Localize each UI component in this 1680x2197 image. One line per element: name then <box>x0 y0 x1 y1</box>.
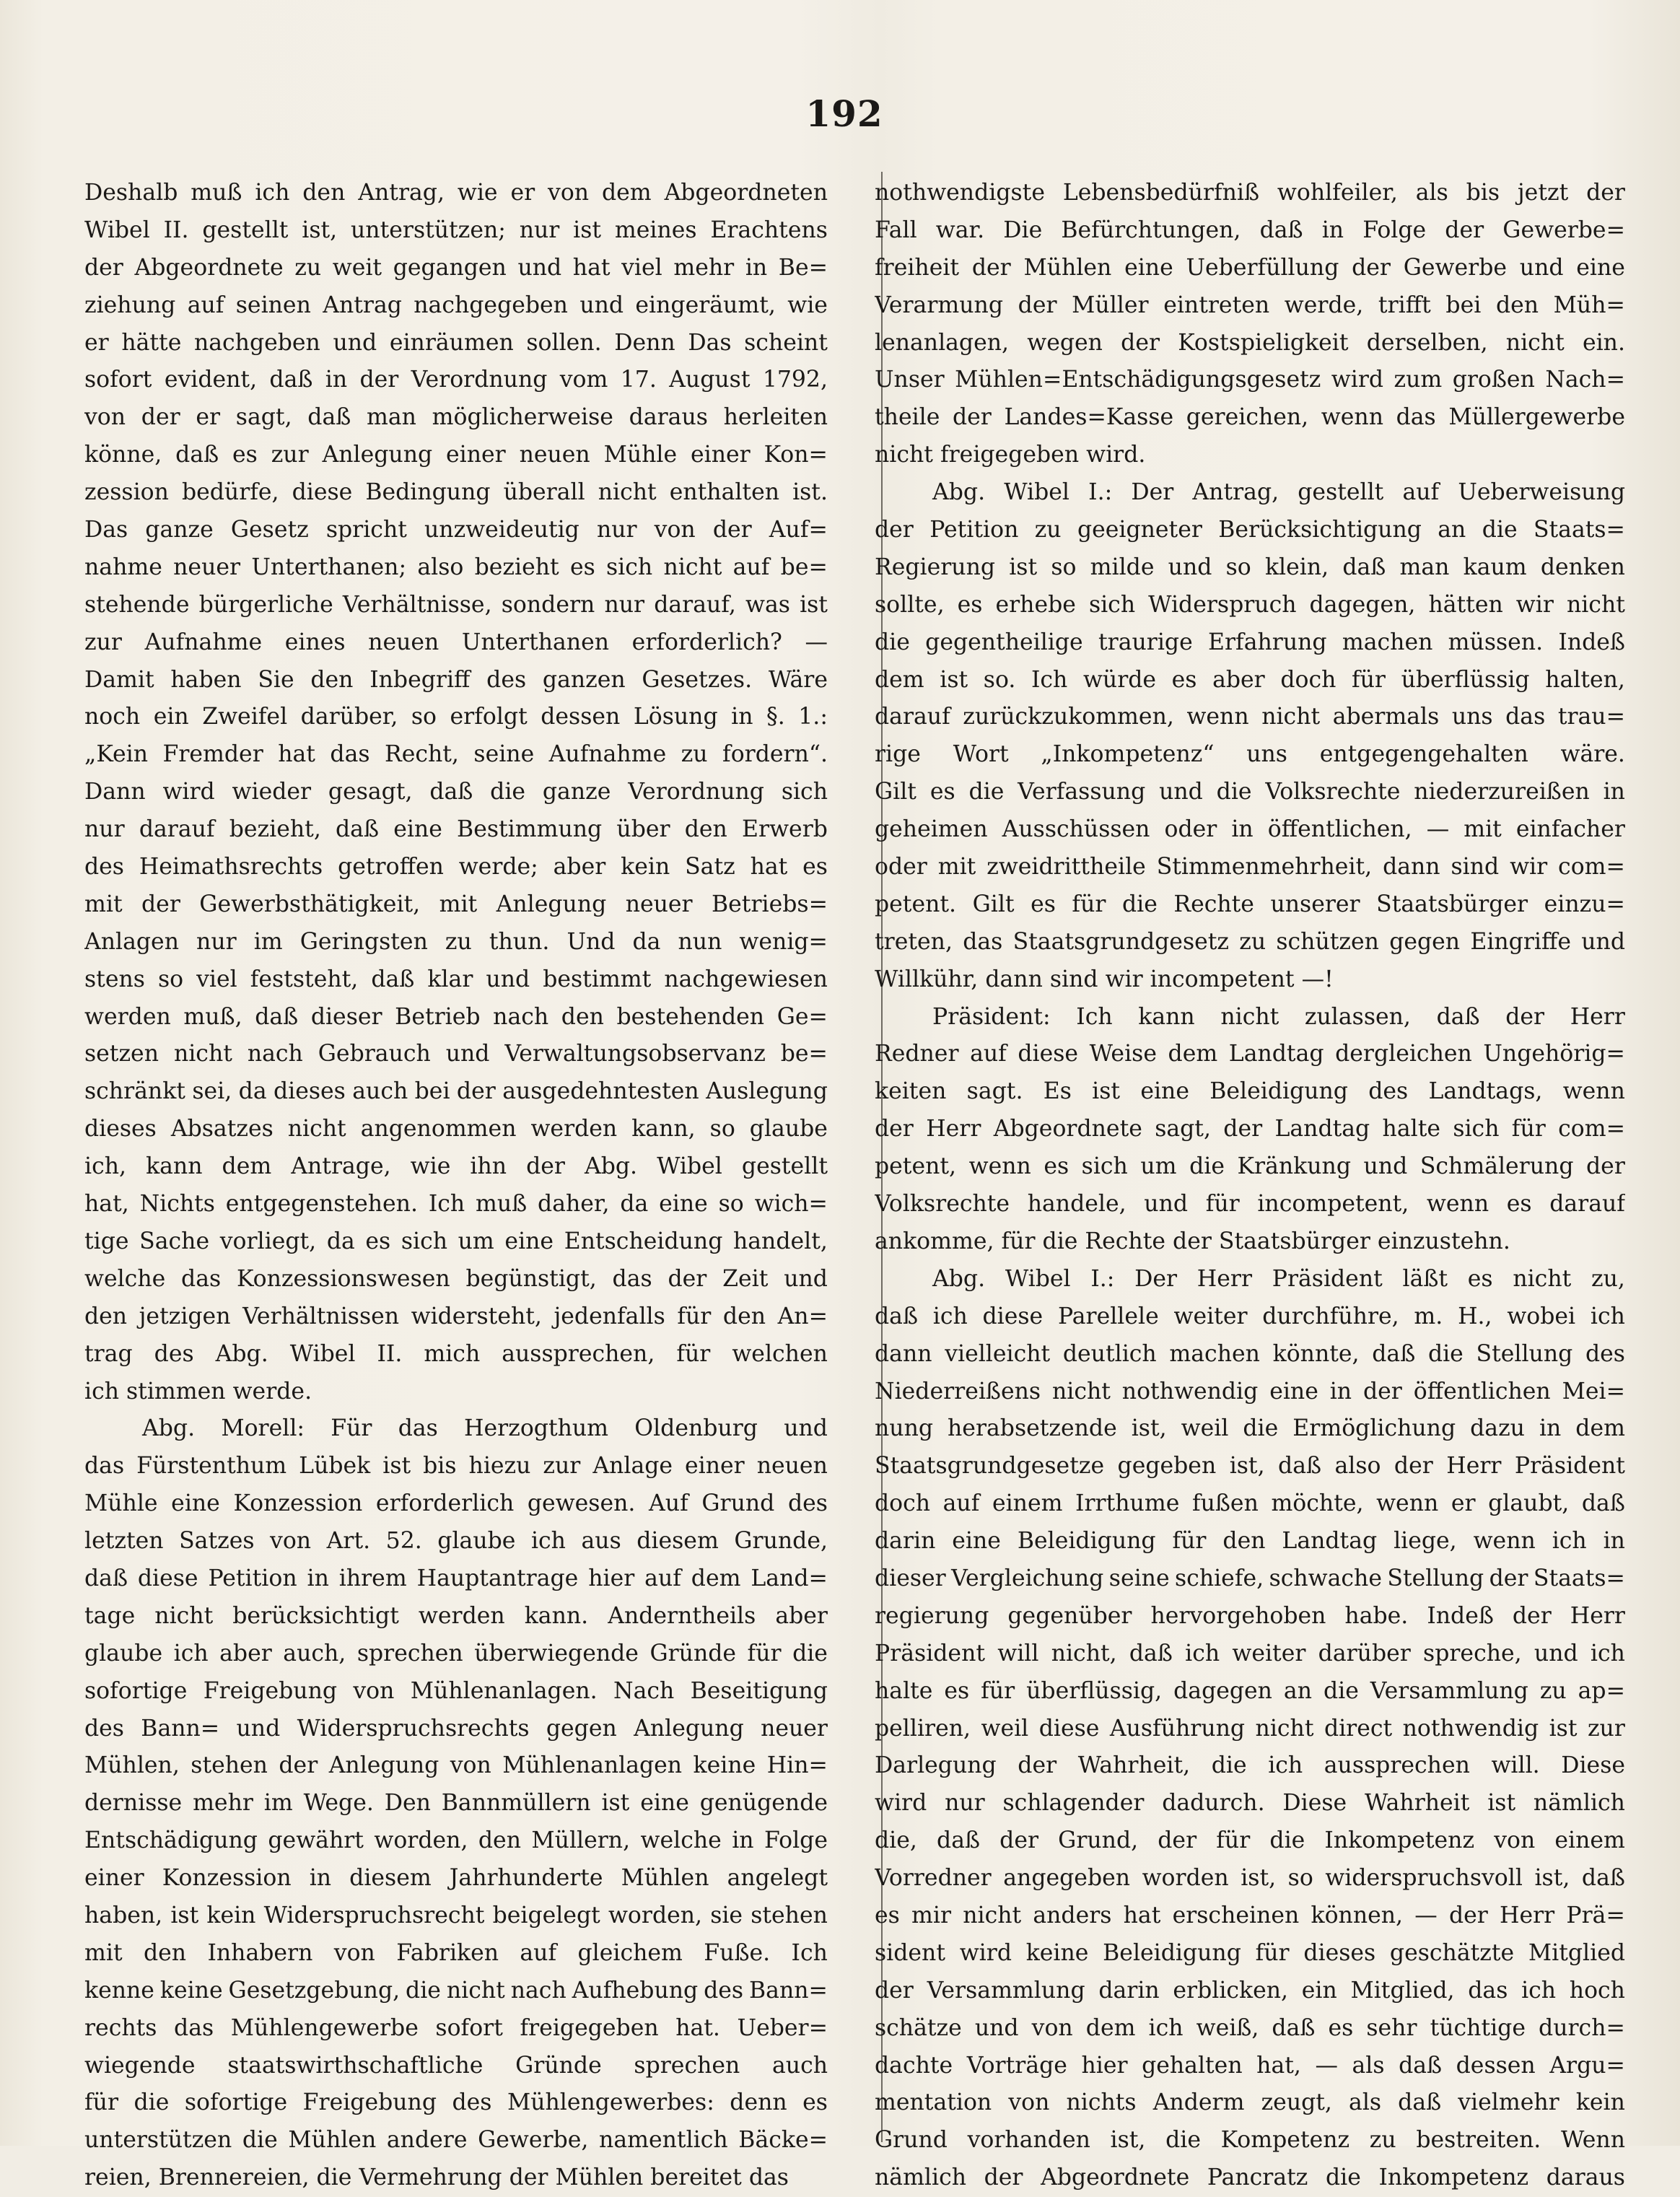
text-line: darin eine Beleidigung für den Landtag liege, wenn ich in <box>875 1528 1625 1555</box>
text-line: Darlegung der Wahrheit, die ich aussprechen will. Diese <box>875 1752 1625 1779</box>
text-line: haben, ist kein Widerspruchsrecht beigelegt worden, sie stehen <box>84 1902 828 1929</box>
text-line: halte es für überflüssig, dagegen an die Versammlung zu ap= <box>875 1677 1625 1704</box>
page-number: 192 <box>805 92 883 135</box>
text-line: welche das Konzessionswesen begünstigt, das der Zeit und <box>84 1265 828 1292</box>
text-line: nur darauf bezieht, daß eine Bestimmung über den Erwerb <box>84 816 828 843</box>
text-line: nothwendigste Lebensbedürfniß wohlfeiler, als bis jetzt der <box>875 180 1625 206</box>
text-line: pelliren, weil diese Ausführung nicht direct nothwendig ist zur <box>875 1715 1625 1742</box>
text-line: dann vielleicht deutlich machen könnte, daß die Stellung des <box>875 1340 1625 1367</box>
text-line: trag des Abg. Wibel II. mich aussprechen, für welchen <box>84 1340 828 1367</box>
text-line: es mir nicht anders hat erscheinen können, — der Herr Prä= <box>875 1902 1625 1929</box>
text-line: letzten Satzes von Art. 52. glaube ich aus diesem Grunde, <box>84 1528 828 1555</box>
text-line: zur Aufnahme eines neuen Unterthanen erforderlich? — <box>84 629 828 655</box>
text-line: Vorredner angegeben worden ist, so widerspruchsvoll ist, daß <box>875 1865 1625 1892</box>
text-line: wiegende staatswirthschaftliche Gründe sprechen auch <box>84 2052 828 2079</box>
text-line: sofort evident, daß in der Verordnung vom 17. August 1792, <box>84 367 828 393</box>
text-line: nung herabsetzende ist, weil die Ermöglichung dazu in dem <box>875 1415 1625 1442</box>
text-line: mentation von nichts Anderm zeugt, als daß vielmehr kein <box>875 2089 1625 2116</box>
text-line: ziehung auf seinen Antrag nachgegeben und eingeräumt, wie <box>84 292 828 318</box>
text-line: Entschädigung gewährt worden, den Müllern, welche in Folge <box>84 1827 828 1854</box>
text-line: noch ein Zweifel darüber, so erfolgt dessen Lösung in §. 1.: <box>84 704 828 730</box>
text-line: den jetzigen Verhältnissen widersteht, jedenfalls für den An= <box>84 1303 828 1329</box>
text-line: der Herr Abgeordnete sagt, der Landtag halte sich für com= <box>875 1116 1625 1143</box>
text-line: nicht freigegeben wird. <box>875 442 1146 468</box>
text-line: Abg. Wibel I.: Der Antrag, gestellt auf Ueberweisung <box>932 479 1625 506</box>
text-line: wird nur schlagender dadurch. Diese Wahrheit ist nämlich <box>875 1790 1625 1817</box>
text-line: stens so viel feststeht, daß klar und bestimmt nachgewiesen <box>84 966 828 992</box>
text-line: stehende bürgerliche Verhältnisse, sondern nur darauf, was ist <box>84 591 828 618</box>
text-line: könne, daß es zur Anlegung einer neuen Mühle einer Kon= <box>84 442 828 468</box>
text-line: ich, kann dem Antrage, wie ihn der Abg. Wibel gestellt <box>84 1153 828 1180</box>
text-line: Deshalb muß ich den Antrag, wie er von dem Abgeordneten <box>84 180 828 206</box>
text-line: petent, wenn es sich um die Kränkung und Schmälerung der <box>875 1153 1625 1180</box>
text-line: Präsident: Ich kann nicht zulassen, daß der Herr <box>932 1003 1625 1030</box>
text-line: die gegentheilige traurige Erfahrung machen müssen. Indeß <box>875 629 1625 655</box>
text-line: mit der Gewerbsthätigkeit, mit Anlegung neuer Betriebs= <box>84 891 828 917</box>
text-line: Damit haben Sie den Inbegriff des ganzen Gesetzes. Wäre <box>84 666 828 693</box>
text-line: Mühlen, stehen der Anlegung von Mühlenanlagen keine Hin= <box>84 1752 828 1779</box>
text-line: dem ist so. Ich würde es aber doch für überflüssig halten, <box>875 666 1625 693</box>
text-line: Niederreißens nicht nothwendig eine in der öffentlichen Mei= <box>875 1378 1625 1405</box>
text-line: für die sofortige Freigebung des Mühlengewerbes: denn es <box>84 2089 828 2116</box>
text-line: er hätte nachgeben und einräumen sollen. Denn Das scheint <box>84 329 828 356</box>
text-line: keiten sagt. Es ist eine Beleidigung des Landtags, wenn <box>875 1078 1625 1105</box>
text-line: der Versammlung darin erblicken, ein Mitglied, das ich hoch <box>875 1977 1625 2004</box>
text-line: Redner auf diese Weise dem Landtag dergleichen Ungehörig= <box>875 1041 1625 1067</box>
text-line: der Abgeordnete zu weit gegangen und hat viel mehr in Be= <box>84 254 828 281</box>
text-line: freiheit der Mühlen eine Ueberfüllung der Gewerbe und eine <box>875 254 1625 281</box>
text-line: Unser Mühlen=Entschädigungsgesetz wird zum großen Nach= <box>875 367 1625 393</box>
text-line: Grund vorhanden ist, die Kompetenz zu bestreiten. Wenn <box>875 2127 1625 2154</box>
right-column <box>875 175 1625 2197</box>
text-line: theile der Landes=Kasse gereichen, wenn das Müllergewerbe <box>875 404 1625 431</box>
text-line: Gilt es die Verfassung und die Volksrechte niederzureißen in <box>875 779 1625 805</box>
text-line: lenanlagen, wegen der Kostspieligkeit derselben, nicht ein. <box>875 329 1625 356</box>
text-line: sofortige Freigebung von Mühlenanlagen. Nach Beseitigung <box>84 1677 828 1704</box>
text-line: werden muß, daß dieser Betrieb nach den bestehenden Ge= <box>84 1003 828 1030</box>
text-line: nahme neuer Unterthanen; also bezieht es sich nicht auf be= <box>84 554 828 580</box>
text-line: Abg. Morell: Für das Herzogthum Oldenburg und <box>142 1415 828 1442</box>
text-line: Verarmung der Müller eintreten werde, trifft bei den Müh= <box>875 292 1625 318</box>
text-line: setzen nicht nach Gebrauch und Verwaltungsobservanz be= <box>84 1041 828 1067</box>
text-line: zession bedürfe, diese Bedingung überall nicht enthalten ist. <box>84 479 828 506</box>
text-line: schränkt sei, da dieses auch bei der ausgedehntesten Auslegung <box>84 1078 828 1105</box>
text-line: hat, Nichts entgegenstehen. Ich muß daher, da eine so wich= <box>84 1191 828 1218</box>
text-line: geheimen Ausschüssen oder in öffentlichen, — mit einfacher <box>875 816 1625 843</box>
text-line: Wibel II. gestellt ist, unterstützen; nur ist meines Erachtens <box>84 217 828 243</box>
left-column <box>84 175 828 2197</box>
text-line: oder mit zweidrittheile Stimmenmehrheit, dann sind wir com= <box>875 854 1625 881</box>
text-line: Mühle eine Konzession erforderlich gewesen. Auf Grund des <box>84 1490 828 1517</box>
text-line: dernisse mehr im Wege. Den Bannmüllern ist eine genügende <box>84 1790 828 1817</box>
text-line: Anlagen nur im Geringsten zu thun. Und da nun wenig= <box>84 928 828 955</box>
text-line: des Bann= und Widerspruchsrechts gegen Anlegung neuer <box>84 1715 828 1742</box>
text-line: tage nicht berücksichtigt werden kann. Anderntheils aber <box>84 1602 828 1629</box>
text-line: doch auf einem Irrthume fußen möchte, wenn er glaubt, daß <box>875 1490 1625 1517</box>
text-line: Abg. Wibel I.: Der Herr Präsident läßt es nicht zu, <box>932 1265 1625 1292</box>
text-line: dachte Vorträge hier gehalten hat, — als daß dessen Argu= <box>875 2052 1625 2079</box>
text-line: regierung gegenüber hervorgehoben habe. Indeß der Herr <box>875 1602 1625 1629</box>
text-line: sollte, es erhebe sich Widerspruch dagegen, hätten wir nicht <box>875 591 1625 618</box>
text-line: tige Sache vorliegt, da es sich um eine Entscheidung handelt, <box>84 1228 828 1254</box>
text-line: rechts das Mühlengewerbe sofort freigegeben hat. Ueber= <box>84 2014 828 2041</box>
text-line: Fall war. Die Befürchtungen, daß in Folge der Gewerbe= <box>875 217 1625 243</box>
text-line: ankomme, für die Rechte der Staatsbürger einzustehn. <box>875 1228 1510 1254</box>
text-line: kenne keine Gesetzgebung, die nicht nach Aufhebung des Bann= <box>84 1977 828 2004</box>
text-line: nämlich der Abgeordnete Pancratz die Inkompetenz daraus <box>875 2165 1625 2191</box>
text-line: dieser Vergleichung seine schiefe, schwache Stellung der Staats= <box>875 1565 1625 1591</box>
text-line: von der er sagt, daß man möglicherweise daraus herleiten <box>84 404 828 431</box>
text-line: Dann wird wieder gesagt, daß die ganze Verordnung sich <box>84 779 828 805</box>
text-line: des Heimathsrechts getroffen werde; aber kein Satz hat es <box>84 854 828 881</box>
text-line: der Petition zu geeigneter Berücksichtigung an die Staats= <box>875 517 1625 543</box>
text-line: rige Wort „Inkompetenz“ uns entgegengehalten wäre. <box>875 741 1625 768</box>
text-line: daß ich diese Parellele weiter durchführe, m. H., wobei ich <box>875 1303 1625 1329</box>
text-line: mit den Inhabern von Fabriken auf gleichem Fuße. Ich <box>84 1939 828 1966</box>
text-line: sident wird keine Beleidigung für dieses geschätzte Mitglied <box>875 1939 1625 1966</box>
text-line: unterstützen die Mühlen andere Gewerbe, namentlich Bäcke= <box>84 2127 828 2154</box>
text-line: Volksrechte handele, und für incompetent, wenn es darauf <box>875 1191 1625 1218</box>
text-line: Präsident will nicht, daß ich weiter darüber spreche, und ich <box>875 1640 1625 1667</box>
text-line: die, daß der Grund, der für die Inkompetenz von einem <box>875 1827 1625 1854</box>
text-line: treten, das Staatsgrundgesetz zu schützen gegen Eingriffe und <box>875 928 1625 955</box>
text-line: schätze und von dem ich weiß, daß es sehr tüchtige durch= <box>875 2014 1625 2041</box>
text-line: dieses Absatzes nicht angenommen werden kann, so glaube <box>84 1116 828 1143</box>
text-line: ich stimmen werde. <box>84 1378 312 1405</box>
text-line: Das ganze Gesetz spricht unzweideutig nur von der Auf= <box>84 517 828 543</box>
text-line: darauf zurückzukommen, wenn nicht abermals uns das trau= <box>875 704 1625 730</box>
text-line: „Kein Fremder hat das Recht, seine Aufnahme zu fordern“. <box>84 741 828 768</box>
text-line: Willkühr, dann sind wir incompetent —! <box>875 966 1334 992</box>
text-line: Regierung ist so milde und so klein, daß man kaum denken <box>875 554 1625 580</box>
text-line: das Fürstenthum Lübek ist bis hiezu zur Anlage einer neuen <box>84 1453 828 1480</box>
text-line: Staatsgrundgesetze gegeben ist, daß also der Herr Präsident <box>875 1453 1625 1480</box>
text-line: reien, Brennereien, die Vermehrung der Mühlen bereitet das <box>84 2165 789 2191</box>
text-line: daß diese Petition in ihrem Hauptantrage hier auf dem Land= <box>84 1565 828 1591</box>
text-line: einer Konzession in diesem Jahrhunderte Mühlen angelegt <box>84 1865 828 1892</box>
text-line: glaube ich aber auch, sprechen überwiegende Gründe für die <box>84 1640 828 1667</box>
text-line: petent. Gilt es für die Rechte unserer Staatsbürger einzu= <box>875 891 1625 917</box>
